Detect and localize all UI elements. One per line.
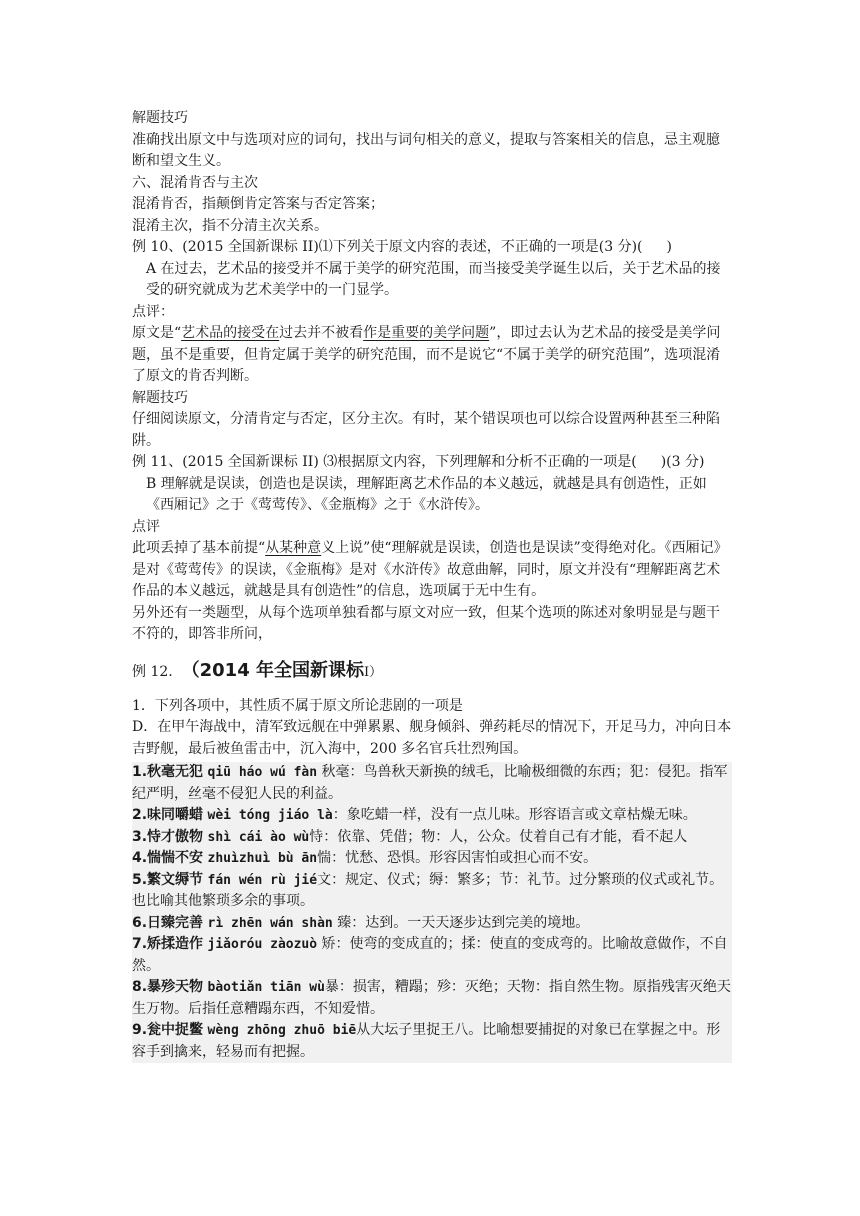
idiom-item: 8.暴殄天物 bàotiǎn tiān wù暴：损害，糟蹋；殄：灭绝；天物：指自然生物。原指残害灭绝天生万物。后指任意糟蹋东西，不知爱惜。 [132, 979, 731, 1017]
definition-priority: 混淆主次，指不分清主次关系。 [132, 217, 328, 234]
example-12-question: 1．下列各项中，其性质不属于原文所论悲剧的一项是 [132, 697, 463, 714]
idiom-item: 7.矫揉造作 jiǎoróu zàozuò 矫：使弯的变成直的；揉：使直的变成弯的。比喻故意做作，不自然。 [132, 936, 728, 974]
example-10-option: A 在过去，艺术品的接受并不属于美学的研究范围，而当接受美学诞生以后，关于艺术品的接受的研究就成为艺术美学中的一门显学。 [146, 260, 721, 298]
example-10-comment-label: 点评： [132, 303, 174, 320]
example-12-option: D．在甲午海战中，清军致远舰在中弹累累、舰身倾斜、弹药耗尽的情况下，开足马力，冲向日本吉野舰，最后被鱼雷击中，沉入海中，200 多名官兵壮烈殉国。 [132, 719, 732, 757]
idiom-item: 6.日臻完善 rì zhēn wán shàn 臻：达到。一天天逐步达到完美的境地。 [132, 914, 590, 931]
example-10-question: 例 10、(2015 全国新课标 II)⑴下列关于原文内容的表述，不正确的一项是(3 分)( ) [132, 239, 672, 255]
idiom-item: 2.味同嚼蜡 wèi tóng jiáo là：象吃蜡一样，没有一点儿味。形容语言或文章枯燥无味。 [132, 807, 697, 823]
example-11-comment: 此项丢掉了基本前提“从某种意义上说”使“理解就是误读，创造也是误读”变得绝对化。《西厢记》是对《莺莺传》的误读，《金瓶梅》是对《水浒传》故意曲解，同时，原文并没有“理解距离艺术作品的本义越远，就越是具有创造性”的信息，选项属于无中生有。 [132, 540, 728, 599]
tip-body-1: 准确找出原文中与选项对应的词句，找出与词句相关的意义，提取与答案相关的信息，忌主观臆断和望文生义。 [132, 131, 720, 169]
example-11-extra: 另外还有一类题型，从每个选项单独看都与原文对应一致，但某个选项的陈述对象明显是与题干不符的，即答非所问， [132, 604, 720, 642]
section-heading-6: 六、混淆肯否与主次 [132, 174, 258, 191]
definition-affirm: 混淆肯否，指颠倒肯定答案与否定答案； [132, 196, 384, 212]
idiom-item: 5.繁文缛节 fán wén rù jié文：规定、仪式；缛：繁多；节：礼节。过分繁琐的仪式或礼节。也比喻其他繁琐多余的事项。 [132, 871, 724, 909]
idiom-item: 4.惴惴不安 zhuìzhuì bù ān惴：忧愁、恐惧。形容因害怕或担心而不安。 [132, 850, 598, 866]
example-11-comment-label: 点评 [132, 518, 160, 535]
example-12-heading: 例 12. （2014 年全国新课标I） [132, 659, 383, 681]
tip-heading-1: 解题技巧 [132, 110, 188, 126]
example-11-question: 例 11、(2015 全国新课标 II) ⑶根据原文内容，下列理解和分析不正确的一项是( )(3 分) [132, 454, 705, 470]
idiom-item: 3.恃才傲物 shì cái ào wù恃：依靠、凭借；物：人，公众。仗着自己有才能，看不起人 [132, 828, 688, 845]
example-10-comment: 原文是“艺术品的接受在过去并不被看作是重要的美学问题”，即过去认为艺术品的接受是美学问题，虽不是重要，但肯定属于美学的研究范围，而不是说它“不属于美学的研究范围”，选项混淆了原文的肯否判断。 [132, 325, 721, 384]
tip-body-2: 仔细阅读原文，分清肯定与否定，区分主次。有时，某个错误项也可以综合设置两种甚至三种陷阱。 [132, 411, 720, 449]
tip-heading-2: 解题技巧 [132, 389, 188, 406]
idiom-list [132, 762, 732, 1063]
document-page [132, 108, 732, 1063]
example-11-option: B 理解就是误读，创造也是误读，理解距离艺术作品的本义越远，就越是具有创造性，正如《西厢记》之于《莺莺传》、《金瓶梅》之于《水浒传》。 [146, 475, 707, 513]
idiom-item: 9.瓮中捉鳖 wèng zhōng zhuō biē从大坛子里捉王八。比喻想要捕捉的对象已在掌握之中。形容手到擒来，轻易而有把握。 [132, 1022, 721, 1060]
idiom-item: 1.秋毫无犯 qiū háo wú fàn 秋毫：鸟兽秋天新换的绒毛，比喻极细微的东西；犯：侵犯。指军纪严明，丝毫不侵犯人民的利益。 [132, 764, 728, 802]
